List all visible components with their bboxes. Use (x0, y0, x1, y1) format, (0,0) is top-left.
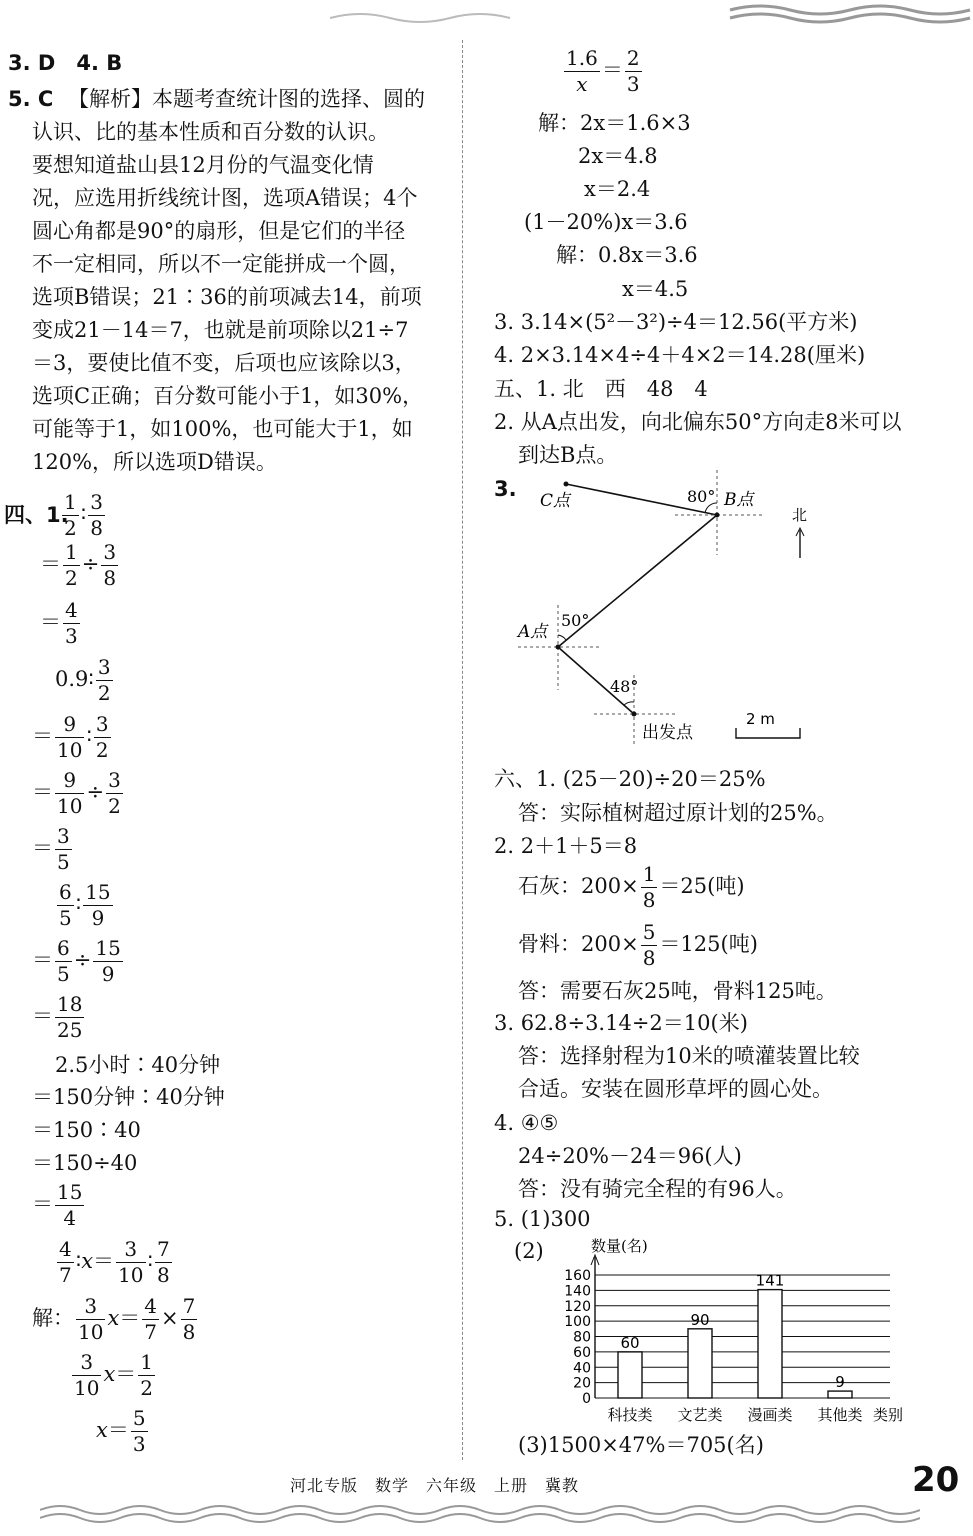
eq-5-line-1: $\frac{4}{7}$ ∶x＝ $\frac{3}{10}$ ∶ $\frac{7}{8}$ (59, 1237, 170, 1287)
analysis-text-line: 选项C正确；百分数可能小于1，如30%， (32, 384, 424, 408)
bottom-wave-decoration (40, 1500, 920, 1530)
eq-4-result: ＝ $\frac{15}{4}$ (32, 1180, 83, 1230)
x-tick-label: 文艺类 (677, 1406, 723, 1424)
page-number: 20 (912, 1460, 960, 1500)
y-tick-label: 20 (573, 1375, 591, 1392)
section-4-label: 四、1. (4, 503, 69, 527)
right-line-r9: 五、1. 北 西 48 4 (494, 377, 708, 401)
right-line-r19: 3. 62.8÷3.14÷2＝10(米) (494, 1011, 748, 1035)
eq-4-line-1: 2.5小时∶40分钟 (55, 1053, 221, 1077)
analysis-text-line: 要想知道盐山县12月份的气温变化情 (32, 153, 374, 177)
eq-2-result: ＝ $\frac{3}{5}$ (32, 824, 70, 874)
bar (618, 1352, 642, 1398)
x-tick-label: 漫画类 (747, 1406, 793, 1424)
right-line-r26: (2) (514, 1239, 544, 1263)
bar (688, 1329, 712, 1398)
answer-3-4: 3. D 4. B (8, 51, 123, 75)
eq-5-result: x＝ $\frac{5}{3}$ (96, 1406, 146, 1456)
bar (828, 1391, 852, 1398)
data-label: 141 (755, 1271, 785, 1290)
analysis-text-line: 况，应选用折线统计图，选项A错误；4个 (32, 186, 418, 210)
right-line-r13: 六、1. (25－20)÷20＝25% (494, 767, 766, 791)
map-label-start: 出发点 (642, 723, 693, 743)
footer-edition: 河北专版 数学 六年级 上册 冀教 (290, 1476, 580, 1495)
analysis-text-line: ＝3，要使比值不变，后项也应该除以3， (32, 351, 416, 375)
y-tick-label: 140 (564, 1283, 591, 1300)
eq-4-line-4: ＝150÷40 (32, 1151, 138, 1175)
analysis-text-line: 120%，所以选项D错误。 (32, 450, 277, 474)
right-line-r4: (1－20%)x＝3.6 (524, 210, 688, 234)
right-line-r11: 到达B点。 (518, 443, 618, 467)
right-line-r5: 解：0.8x＝3.6 (556, 243, 698, 267)
eq-2-line-1: 0.9∶ $\frac{3}{2}$ (55, 655, 111, 705)
map-label-a: A点 (518, 622, 548, 642)
map-label-north: 北 (792, 506, 808, 524)
right-line-r17: 骨料：200× $\frac{5}{8}$ ＝125(吨) (518, 920, 758, 970)
right-eq-1: $\frac{1.6}{x}$ ＝ $\frac{2}{3}$ (566, 46, 640, 96)
eq-1-line-2: ＝ $\frac{1}{2}$ ÷ $\frac{3}{8}$ (40, 540, 117, 590)
analysis-text-line: 变成21－14＝7，也就是前项除以21÷7 (32, 318, 409, 342)
right-line-r21: 合适。安装在圆形草坪的圆心处。 (518, 1077, 833, 1101)
right-line-r10: 2. 从A点出发，向北偏东50°方向走8米可以 (494, 410, 902, 434)
right-line-r20: 答：选择射程为10米的喷灌装置比较 (518, 1044, 860, 1068)
map-angle-80: 80° (687, 487, 716, 506)
analysis-text-line: 可能等于1，如100%，也可能大于1，如 (32, 417, 413, 441)
eq-1-result: ＝ $\frac{4}{3}$ (40, 598, 78, 648)
eq-3-result: ＝ $\frac{18}{25}$ (32, 992, 83, 1042)
map-angle-50: 50° (561, 611, 590, 630)
right-line-r27: (3)1500×47%＝705(名) (518, 1433, 764, 1457)
map-label-b: B点 (724, 490, 754, 510)
bar (758, 1290, 782, 1398)
column-divider (462, 40, 463, 1460)
direction-map (500, 470, 820, 760)
right-line-r22: 4. ④⑤ (494, 1111, 559, 1135)
right-line-r23: 24÷20%－24＝96(人) (518, 1144, 742, 1168)
analysis-text-line: 认识、比的基本性质和百分数的认识。 (32, 120, 389, 144)
eq-1-line-1: $\frac{1}{2}$ ∶ $\frac{3}{8}$ (64, 490, 103, 540)
answer-5: 5. C (8, 87, 54, 111)
right-line-r1: 解：2x＝1.6×3 (538, 111, 691, 135)
right-line-r2: 2x＝4.8 (578, 144, 658, 168)
right-line-r3: x＝2.4 (584, 177, 651, 201)
eq-2-line-3: ＝ $\frac{9}{10}$ ÷ $\frac{3}{2}$ (32, 768, 121, 818)
right-line-r14: 答：实际植树超过原计划的25%。 (518, 801, 838, 825)
right-line-r24: 答：没有骑完全程的有96人。 (518, 1177, 797, 1201)
y-tick-label: 60 (573, 1344, 591, 1361)
top-wave-decoration (330, 0, 973, 30)
right-line-r7: 3. 3.14×(5²－3²)÷4＝12.56(平方米) (494, 310, 858, 334)
y-tick-label: 80 (573, 1329, 591, 1346)
data-label: 90 (690, 1310, 710, 1329)
right-line-r18: 答：需要石灰25吨，骨料125吨。 (518, 979, 837, 1003)
eq-2-line-2: ＝ $\frac{9}{10}$ ∶ $\frac{3}{2}$ (32, 712, 109, 762)
map-scale: 2 m (746, 710, 775, 728)
y-axis-label: 数量(名) (591, 1237, 648, 1255)
bar-chart (555, 1235, 925, 1427)
x-axis-label: 类别 (873, 1406, 904, 1424)
x-tick-label: 其他类 (817, 1406, 863, 1424)
y-tick-label: 100 (564, 1314, 591, 1331)
data-label: 9 (835, 1373, 845, 1392)
eq-5-line-2: 解： $\frac{3}{10}$ x＝ $\frac{4}{7}$ × $\frac{7}{8}$ (32, 1294, 196, 1344)
right-line-r25: 5. (1)300 (494, 1207, 591, 1231)
analysis-text-line: 圆心角都是90°的扇形，但是它们的半径 (32, 219, 406, 243)
right-line-r6: x＝4.5 (622, 277, 689, 301)
y-tick-label: 40 (573, 1360, 591, 1377)
x-tick-label: 科技类 (607, 1406, 653, 1424)
y-tick-label: 120 (564, 1298, 591, 1315)
right-line-r12: 3. (494, 477, 517, 501)
eq-5-line-3: $\frac{3}{10}$ x＝ $\frac{1}{2}$ (74, 1350, 154, 1400)
eq-4-line-2: ＝150分钟∶40分钟 (32, 1085, 225, 1109)
eq-3-line-2: ＝ $\frac{6}{5}$ ÷ $\frac{15}{9}$ (32, 936, 121, 986)
analysis-line: 【解析】本题考查统计图的选择、圆的 (68, 87, 425, 111)
analysis-text-line: 不一定相同，所以不一定能拼成一个圆， (32, 252, 410, 276)
data-label: 60 (620, 1333, 640, 1352)
right-line-r16: 石灰：200× $\frac{1}{8}$ ＝25(吨) (518, 862, 745, 912)
right-line-r8: 4. 2×3.14×4÷4＋4×2＝14.28(厘米) (494, 343, 866, 367)
map-angle-48: 48° (610, 677, 639, 696)
y-tick-label: 0 (582, 1391, 591, 1407)
eq-4-line-3: ＝150∶40 (32, 1118, 141, 1142)
analysis-text-line: 选项B错误；21∶36的前项减去14，前项 (32, 285, 422, 309)
right-line-r15: 2. 2＋1＋5＝8 (494, 834, 638, 858)
eq-3-line-1: $\frac{6}{5}$ ∶ $\frac{15}{9}$ (59, 880, 111, 930)
y-tick-label: 160 (564, 1268, 591, 1284)
map-label-c: C点 (540, 491, 571, 511)
